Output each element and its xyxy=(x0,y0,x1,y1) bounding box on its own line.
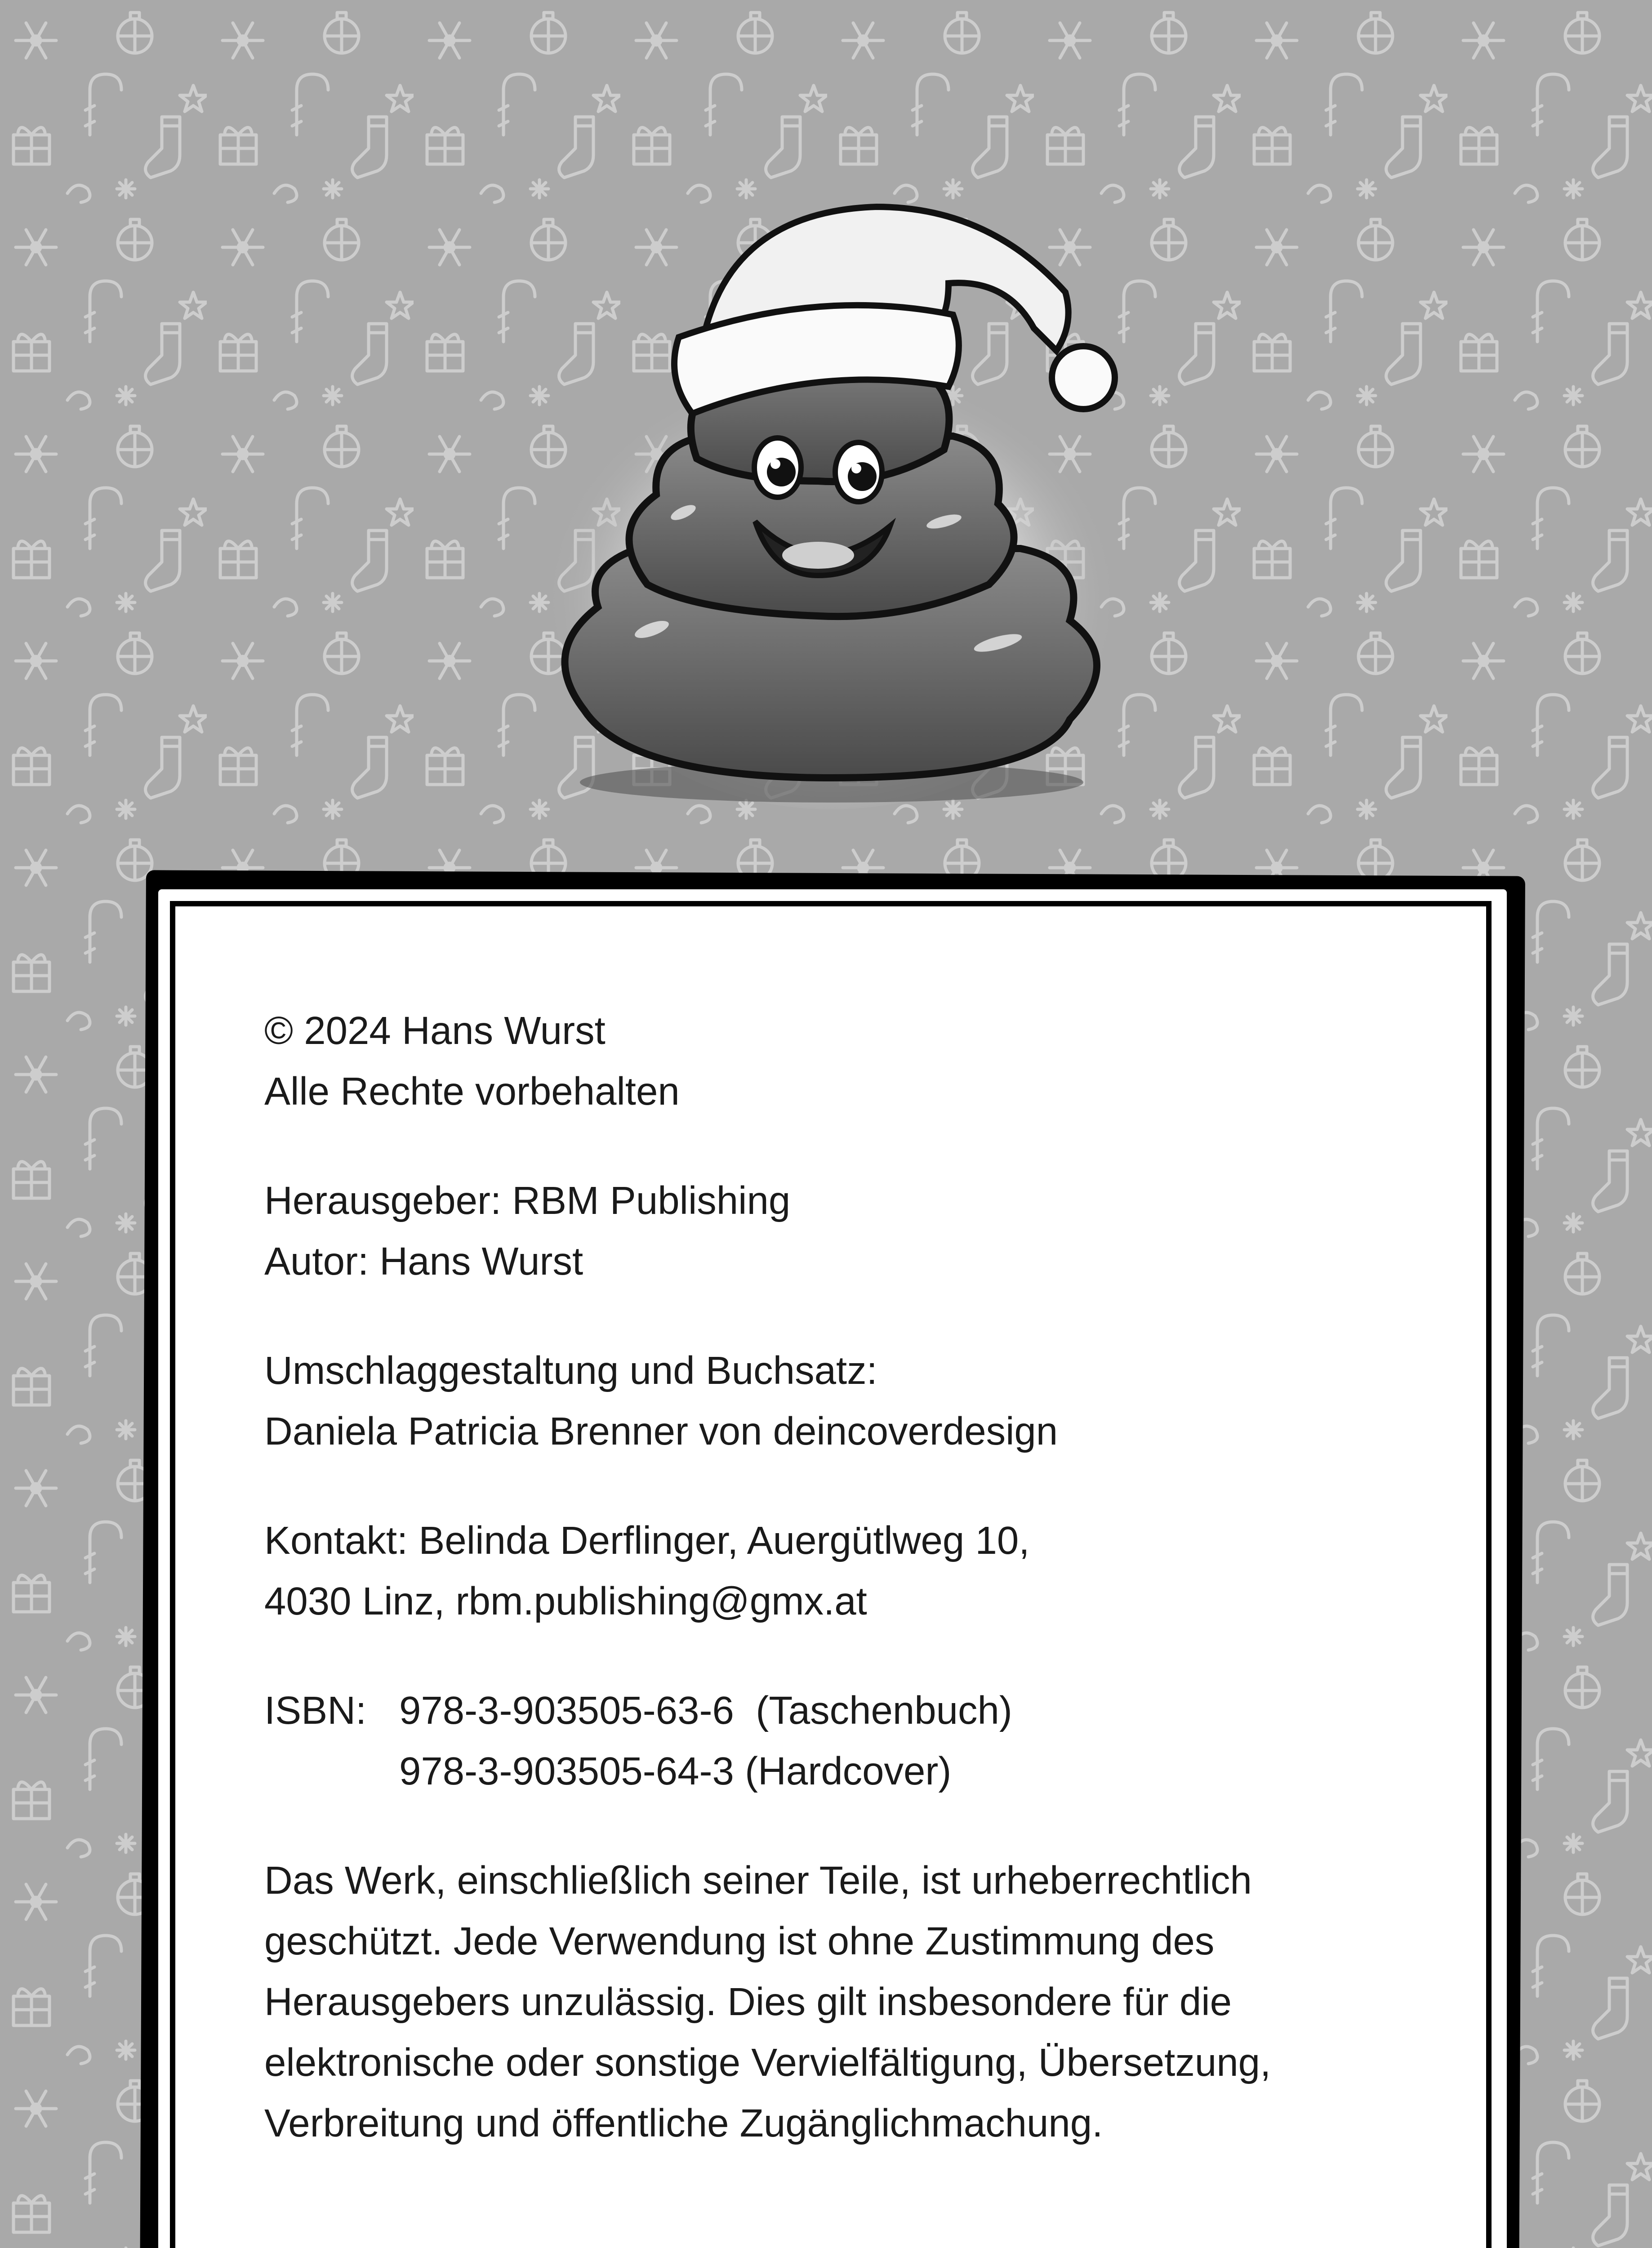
designer-name: Daniela Patricia Brenner von deincoverdesign xyxy=(264,1409,1058,1453)
rights-reserved-line: Alle Rechte vorbehalten xyxy=(264,1070,680,1113)
publisher-block xyxy=(264,1170,1433,1292)
isbn-paperback: 978-3-903505-63-6 (Taschenbuch) xyxy=(399,1689,1012,1732)
imprint-content xyxy=(264,1000,1433,2154)
legal-notice xyxy=(264,1850,1433,2154)
poop-mascot-santa-hat-illustration xyxy=(503,180,1178,818)
design-label: Umschlaggestaltung und Buchsatz: xyxy=(264,1349,877,1392)
copyright-line: © 2024 Hans Wurst xyxy=(264,1009,606,1053)
contact-line: Kontakt: Belinda Derflinger, Auergütlweg 10, xyxy=(264,1519,1030,1562)
legal-line: geschützt. Jede Verwendung ist ohne Zustimmung des xyxy=(264,1919,1215,1963)
legal-line: Das Werk, einschließlich seiner Teile, ist urheberrechtlich xyxy=(264,1859,1252,1902)
contact-block xyxy=(264,1510,1433,1632)
legal-line: Verbreitung und öffentliche Zugänglichmachung. xyxy=(264,2101,1103,2145)
isbn-block xyxy=(264,1680,1433,1802)
design-block xyxy=(264,1340,1433,1462)
contact-address-email: 4030 Linz, rbm.publishing@gmx.at xyxy=(264,1579,867,1623)
isbn-hardcover: 978-3-903505-64-3 (Hardcover) xyxy=(399,1749,952,1793)
copyright-block xyxy=(264,1000,1433,1122)
publisher-line: Herausgeber: RBM Publishing xyxy=(264,1179,791,1222)
legal-line: elektronische oder sonstige Vervielfältigung, Übersetzung, xyxy=(264,2041,1271,2084)
isbn-label: ISBN: xyxy=(264,1689,367,1732)
legal-line: Herausgebers unzulässig. Dies gilt insbesondere für die xyxy=(264,1980,1232,2024)
author-line: Autor: Hans Wurst xyxy=(264,1240,583,1283)
isbn-values xyxy=(399,1680,1012,1802)
